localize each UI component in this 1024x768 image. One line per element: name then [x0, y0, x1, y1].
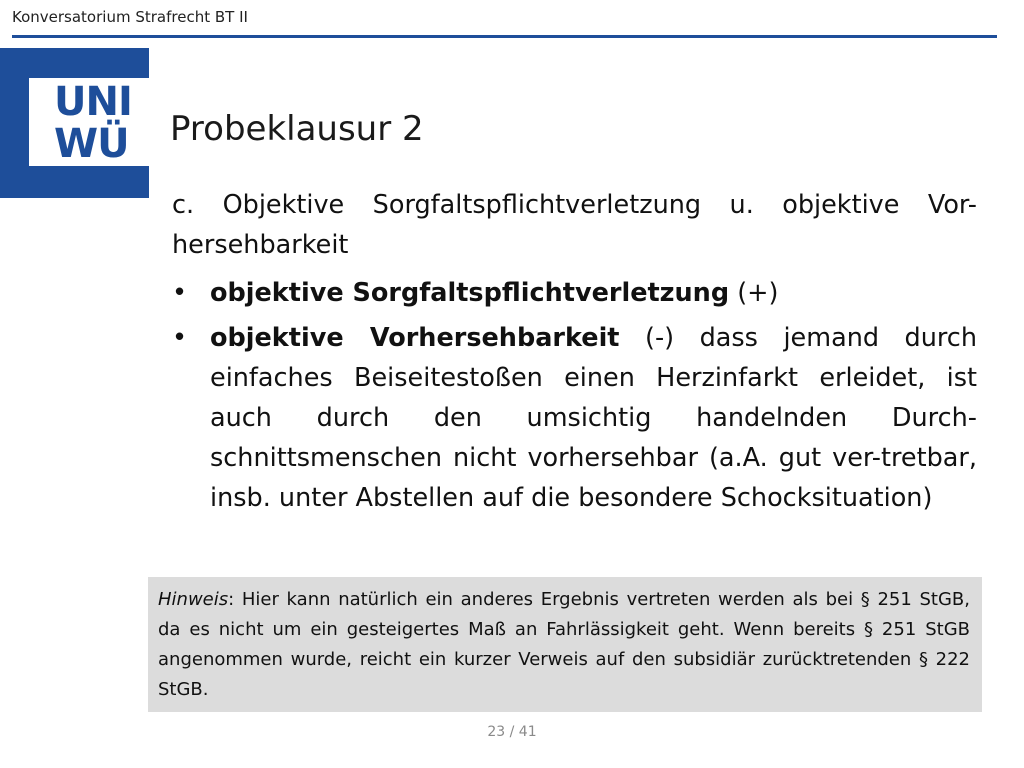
bullet-term: objektive Sorgfaltspflichtverletzung [210, 278, 730, 308]
hint-label: Hinweis [158, 589, 229, 610]
bullet-marker: • [172, 278, 188, 308]
logo-line-2: WÜ [54, 121, 129, 167]
header-divider [12, 35, 997, 38]
university-logo [0, 48, 149, 198]
section-subheading: c. Objektive Sorgfaltspflichtverletzung u. objektive Vor-hersehbarkeit [172, 190, 977, 260]
bullet-term: objektive Vorhersehbarkeit [210, 323, 620, 353]
slide-content [172, 185, 977, 523]
bullet-item [172, 318, 977, 518]
bullet-text: (-) dass jemand durch einfaches Beiseitestoßen einen Herzinfarkt erleidet, ist auch durch den umsichtig handelnden Durch-schnittsmenschen nicht vorhersehbar (a.A. gut ver-tretbar, insb. unter Abstellen auf die besondere Schocksituation) [210, 323, 977, 513]
logo-line-1: UNI [54, 79, 132, 125]
bullet-item [172, 273, 977, 313]
bullet-marker: • [172, 323, 188, 353]
hint-text: : Hier kann natürlich ein anderes Ergebnis vertreten werden als bei § 251 StGB, da es nicht um ein gesteigertes Maß an Fahrlässigkeit geht. Wenn bereits § 251 StGB angenommen wurde, reicht ein kurzer Verweis auf den subsidiär zurücktretenden § 222 StGB. [158, 589, 970, 700]
course-title: Konversatorium Strafrecht BT II [12, 8, 248, 26]
slide-title: Probeklausur 2 [170, 109, 424, 149]
hint-box [148, 577, 982, 712]
page-indicator: 23 / 41 [487, 724, 537, 740]
bullet-text: (+) [729, 278, 779, 308]
logo-lettering [54, 81, 132, 165]
